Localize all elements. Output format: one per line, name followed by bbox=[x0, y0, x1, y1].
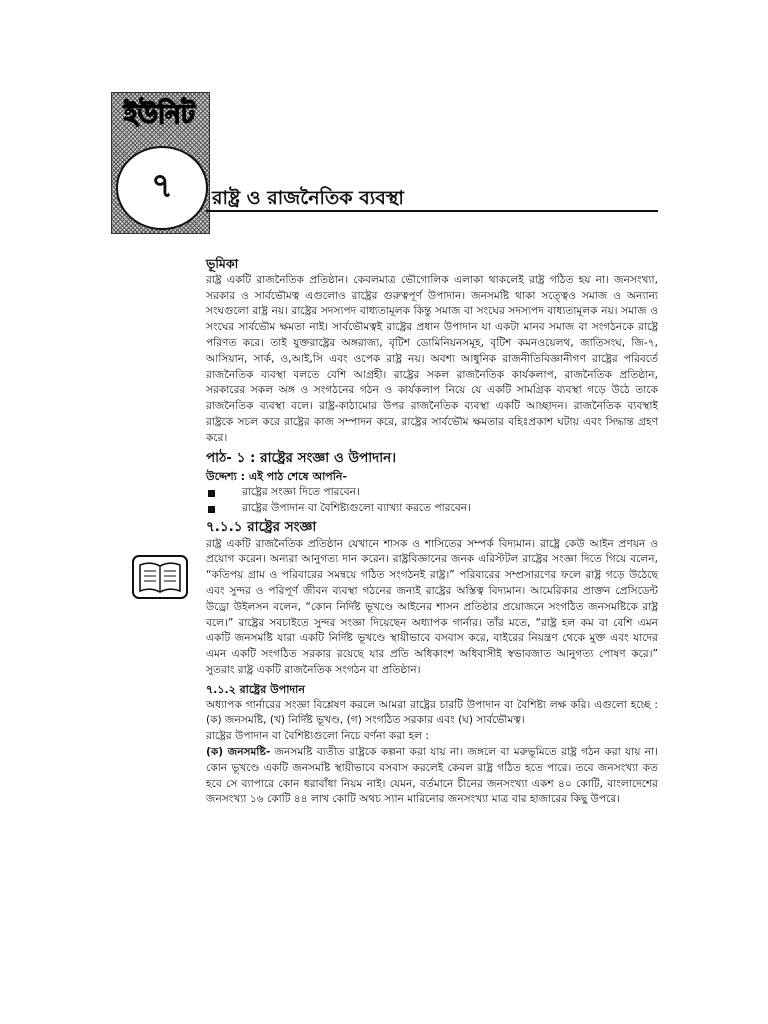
unit-number: ৭ bbox=[116, 146, 208, 230]
section2-paragraph2: রাষ্ট্রের উপাদান বা বৈশিষ্ট্যগুলো নিচে বর্ণনা করা হল : bbox=[206, 730, 430, 743]
objectives-list bbox=[206, 485, 658, 517]
objective-item: রাষ্ট্রের উপাদান বা বৈশিষ্ট্যগুলো ব্যাখ্যা করতে পারবেন। bbox=[206, 501, 658, 517]
intro-paragraph: রাষ্ট্র একটি রাজনৈতিক প্রতিষ্ঠান। কেবলমাত্র ভৌগোলিক এলাকা থাকলেই রাষ্ট্র গঠিত হয় না। জনসংখ্যা, সরকার ও সার্বভৌমত্ব এগুলোও রাষ্ট্রের গুরুত্বপূর্ণ উপাদান। জনসমষ্টি থাকা সত্ত্বেও সমাজ ও অন্যান্য সংঘগুলো রাষ্ট্র নয়। রাষ্ট্রের সদস্যপদ বাধ্যতামূলক কিন্তু সমাজ বা সংঘের সদস্যপদ বাধ্যতামূলক নয়। সমাজ ও সংঘের সার্বভৌম ক্ষমতা নাই। সার্বভৌমত্বই রাষ্ট্রের প্রধান উপাদান যা একটা মানব সমাজ বা সংগঠনকে রাষ্ট্রে পরিণত করে। তাই যুক্তরাষ্ট্রের অঙ্গরাজ্য, বৃটিশ ডোমিনিয়নসমূহ, বৃটিশ কমনওয়েলথ, জাতিসংঘ, জি-৭, আসিয়ান, সার্ক, ও,আই,সি এবং ওপেক রাষ্ট্র নয়। অবশ্য আধুনিক রাজনীতিবিজ্ঞানীগণ রাষ্ট্রের পরিবর্তে রাজনৈতিক ব্যবস্থা বলতে বেশি আগ্রহী। রাষ্ট্রের সকল রাজনৈতিক কার্যকলাপ, রাজনৈতিক প্রতিষ্ঠান, সরকারের সকল অঙ্গ ও সংগঠনের গঠন ও কার্যকলাপ নিয়ে যে একটি সামগ্রিক ব্যবস্থা গড়ে উঠে তাকে রাজনৈতিক ব্যবস্থা বলে। রাষ্ট্র-কাঠামোর উপর রাজনৈতিক ব্যবস্থা একটি আচ্ছাদন। রাজনৈতিক ব্যবস্থাই রাষ্ট্রকে সচল করে রাষ্ট্রের কাজ সম্পাদন করে, রাষ্ট্রের সার্বভৌম ক্ষমতার বহিঃপ্রকাশ ঘটায় এবং সিদ্ধান্ত গ্রহণ করে। bbox=[206, 273, 658, 444]
intro-heading: ভূমিকা bbox=[206, 256, 239, 271]
chapter-title: রাষ্ট্র ও রাজনৈতিক ব্যবস্থা bbox=[212, 187, 404, 209]
section2-paragraph1: অধ্যাপক গার্নারের সংজ্ঞা বিশ্লেষণ করলে আমরা রাষ্ট্রের চারটি উপাদান বা বৈশিষ্ট্য লক্ষ করি। এগুলো হচ্ছে : (ক) জনসমষ্টি, (খ) নির্দিষ্ট ভূখণ্ড, (গ) সংগঠিত সরকার এবং (ঘ) সার্বভৌমত্ব। bbox=[206, 698, 658, 727]
lesson-heading: পাঠ- ১ : রাষ্ট্রের সংজ্ঞা ও উপাদান। bbox=[206, 449, 397, 466]
open-book-icon bbox=[130, 553, 190, 601]
page-content bbox=[206, 256, 658, 808]
title-divider bbox=[206, 210, 658, 212]
section2-item-a bbox=[206, 745, 658, 808]
objective-item: রাষ্ট্রের সংজ্ঞা দিতে পারবেন। bbox=[206, 485, 658, 501]
section1-paragraph: রাষ্ট্র একটি রাজনৈতিক প্রতিষ্ঠান যেখানে শাসক ও শাসিতের সম্পর্ক বিদ্যমান। রাষ্ট্রে কেউ আইন প্রণয়ন ও প্রয়োগ করেন। অন্যরা আনুগত্য দান করেন। রাষ্ট্রবিজ্ঞানের জনক এরিস্টটল রাষ্ট্রের সংজ্ঞা দিতে গিয়ে বলেন, “কতিপয় গ্রাম ও পরিবারের সমন্বয়ে গঠিত সংগঠনই রাষ্ট্র।” পরিবারের সম্প্রসারণের ফলে রাষ্ট্র গড়ে উঠেছে এবং সুন্দর ও পরিপূর্ণ জীবন ব্যবস্থা গঠনের জন্যই রাষ্ট্রের অস্তিত্ব বিদ্যমান। আমেরিকার প্রাক্তন প্রেসিডেন্ট উড্রো উইলসন বলেন, “কোন নির্দিষ্ট ভূখণ্ডে আইনের শাসন প্রতিষ্ঠার প্রয়োজনে সংগঠিত জনসমষ্টিকে রাষ্ট্র বলে।” রাষ্ট্রের সবচাইতে সুন্দর সংজ্ঞা দিয়েছেন অধ্যাপক গার্নার। তাঁর মতে, “রাষ্ট্র হল কম বা বেশি এমন একটি জনসমষ্টি যারা একটি নির্দিষ্ট ভূখণ্ডে স্থায়ীভাবে বসবাস করে, বাইরের নিয়ন্ত্রণ থেকে মুক্ত এবং যাদের এমন একটি সংগঠিত সরকার রয়েছে যার প্রতি অধিকাংশ অধিবাসীই স্বভাবজাত আনুগত্য পোষণ করে।” সুতরাং রাষ্ট্র একটি রাজনৈতিক সংগঠন বা প্রতিষ্ঠান। bbox=[206, 537, 658, 676]
item-a-term: (ক) জনসমষ্টি- bbox=[206, 745, 271, 758]
section2-heading: ৭.১.২ রাষ্ট্রের উপাদান bbox=[206, 682, 305, 696]
objectives-heading: উদ্দেশ্য : এই পাঠ শেষে আপনি- bbox=[206, 470, 348, 484]
unit-label: ইউনিট bbox=[124, 100, 195, 130]
section1-heading: ৭.১.১ রাষ্ট্রের সংজ্ঞা bbox=[206, 518, 317, 535]
item-a-text: জনসমষ্টি ব্যতীত রাষ্ট্রকে কল্পনা করা যায় না। জঙ্গলে বা মরুভূমিতে রাষ্ট্র গঠন করা যায় না। কোন ভূখণ্ডে একটি জনসমষ্টি স্থায়ীভাবে বসবাস করলেই কেবল রাষ্ট্র গঠিত হতে পারে। তবে জনসংখ্যা কত হবে সে ব্যাপারে কোন ধরাবাঁধা নিয়ম নাই। যেমন, বর্তমানে চীনের জনসংখ্যা একশ ৪০ কোটি, বাংলাদেশের জনসংখ্যা ১৬ কোটি ৪৪ লাখ কোটি অথচ স্যান মারিনোর জনসংখ্যা মাত্র বার হাজারের কিছু উপরে। bbox=[206, 745, 658, 806]
